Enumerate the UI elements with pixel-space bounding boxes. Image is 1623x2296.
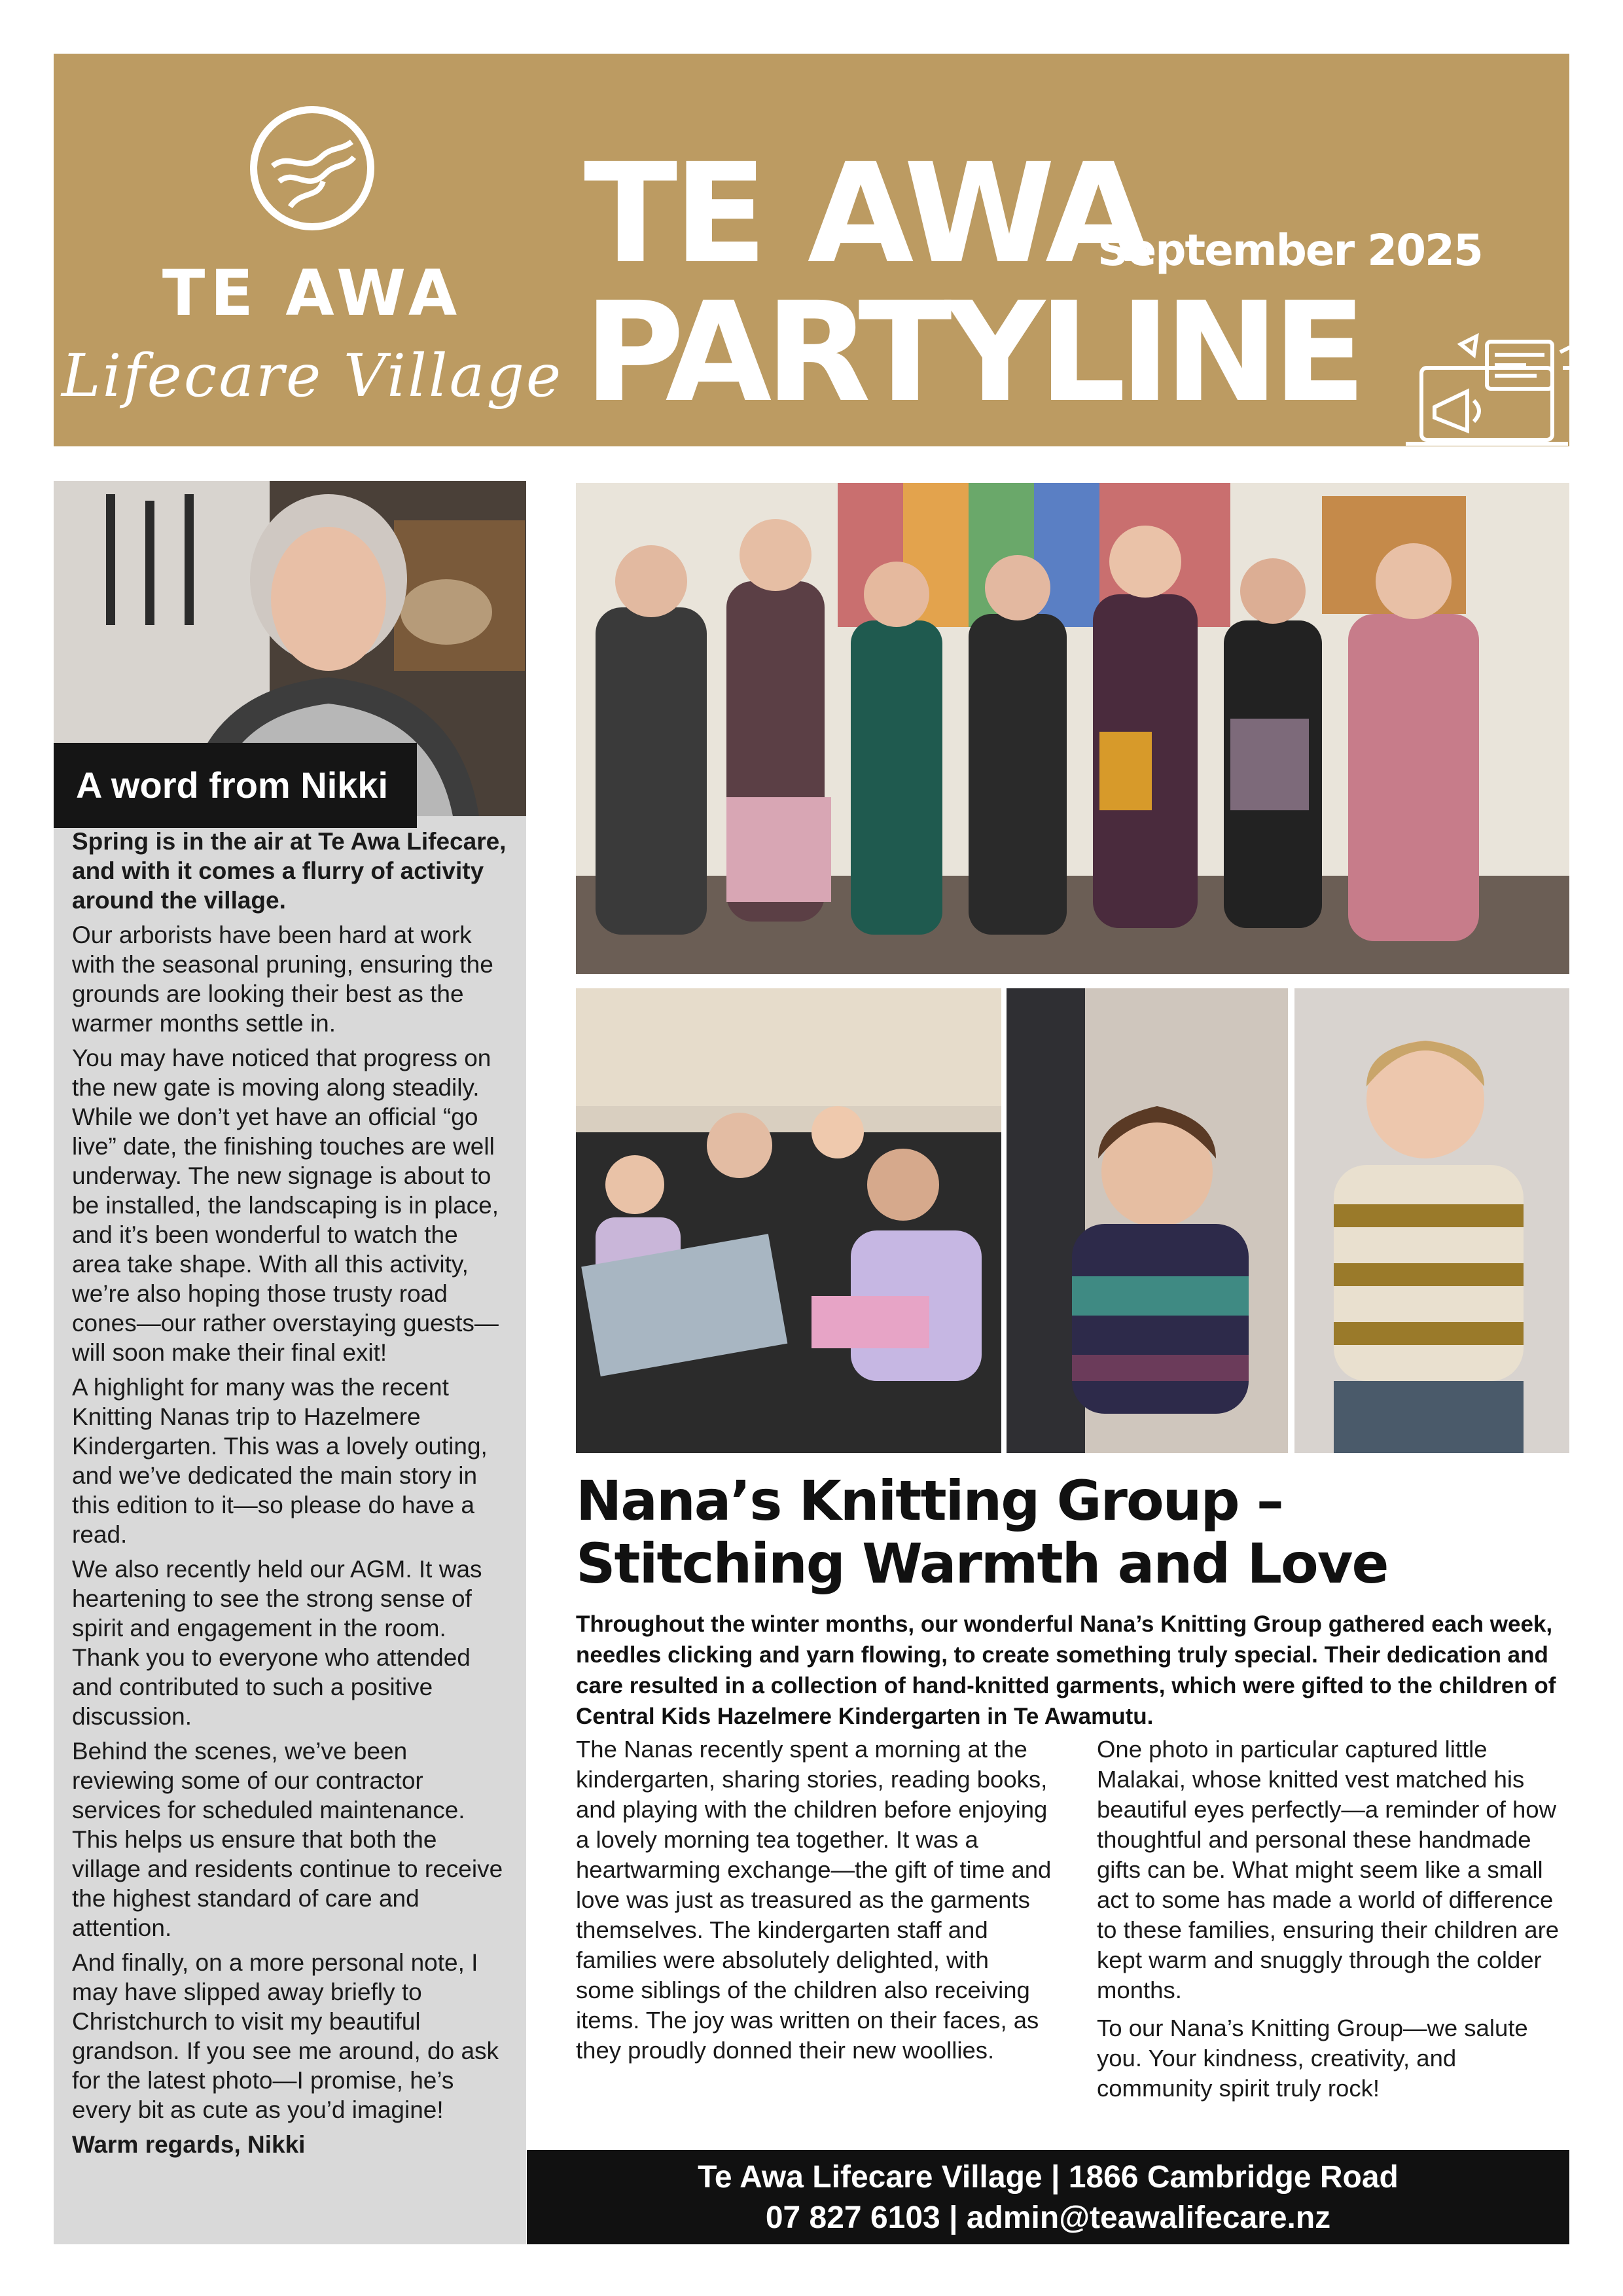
sidebar-paragraph: Our arborists have been hard at work with the seasonal pruning, ensuring the grounds are looking their best as the warmer months settle in. xyxy=(72,922,493,1037)
sidebar-signoff: Warm regards, Nikki xyxy=(72,2131,306,2158)
sidebar-paragraph: And finally, on a more personal note, I may have slipped away briefly to Christchurch to visit my beautiful grandson. If you see me around, do ask for the latest photo—I promise, he’s every bit as cute as you’d imagine! xyxy=(72,1949,499,2123)
article-paragraph: The Nanas recently spent a morning at the kindergarten, sharing stories, reading books, and playing with the children before enjoying a lovely morning tea together. It was a heartwarming exchange—the gift of time and love was just as treasured as the garments themselves. The kindergarten staff and families were absolutely delighted, with some siblings of the children also receiving items. The joy was written on their faces, as they proudly donned their new woollies. xyxy=(576,1736,1052,2064)
article-title-line-1: Nana’s Knitting Group – xyxy=(576,1469,1283,1533)
brand-subtitle: Lifecare Village xyxy=(61,342,563,410)
boy-in-striped-vest-photo xyxy=(1294,988,1569,1453)
brand-name: TE AWA xyxy=(162,257,463,330)
footer-phone-email: 07 827 6103 | admin@teawalifecare.nz xyxy=(765,2200,1331,2235)
sidebar-word-from-nikki xyxy=(54,481,526,2244)
masthead-title-line-2: PARTYLINE xyxy=(584,272,1360,433)
reading-book-photo xyxy=(576,988,1001,1453)
sidebar-paragraph: Behind the scenes, we’ve been reviewing some of our contractor services for scheduled maintenance. This helps us ensure that both the village and residents continue to receive the highest standard of care and attention. xyxy=(72,1738,503,1941)
sidebar-paragraph: You may have noticed that progress on the new gate is moving along steadily. While we don’t yet have an official “go live” date, the finishing touches are well underway. The new signage is about to be installed, the landscaping is in place, and it’s been wonderful to watch the area take shape. With all this activity, we’re also hoping those trusty road cones—our rather overstaying guests—will soon make their final exit! xyxy=(72,1045,499,1366)
sidebar-body xyxy=(72,827,512,2164)
issue-date: September 2025 xyxy=(1097,225,1482,276)
sidebar-intro: Spring is in the air at Te Awa Lifecare, and with it comes a flurry of activity around the village. xyxy=(72,828,507,914)
article-column-1 xyxy=(576,1734,1054,2073)
header-banner xyxy=(54,54,1569,446)
knitting-group-photo xyxy=(576,483,1569,974)
newsletter-laptop-icon xyxy=(1395,329,1578,459)
sidebar-paragraph: We also recently held our AGM. It was heartening to see the strong sense of spirit and engagement in the room. Thank you to everyone who attended and contributed to such a positive discussion. xyxy=(72,1556,482,1730)
article-lead: Throughout the winter months, our wonderful Nana’s Knitting Group gathered each week, needles clicking and yarn flowing, to create something truly special. Their dedication and care resulted in a collection of hand-knitted garments, which were gifted to the children of Central Kids Hazelmere Kindergarten in Te Awamutu. xyxy=(576,1611,1556,1729)
article-title-line-2: Stitching Warmth and Love xyxy=(576,1532,1388,1596)
girl-in-knitted-vest-photo xyxy=(1007,988,1288,1453)
article-title xyxy=(576,1469,1569,1595)
article-column-2 xyxy=(1097,1734,1569,2111)
footer-contact-bar xyxy=(527,2150,1569,2244)
sidebar-paragraph: A highlight for many was the recent Knitting Nanas trip to Hazelmere Kindergarten. This was a lovely outing, and we’ve dedicated the main story in this edition to it—so please do have a read. xyxy=(72,1374,488,1548)
sidebar-heading: A word from Nikki xyxy=(54,743,417,828)
river-circle-icon xyxy=(250,106,374,230)
masthead-title-line-1: TE AWA xyxy=(584,134,1148,294)
footer-address: Te Awa Lifecare Village | 1866 Cambridge Road xyxy=(698,2160,1399,2195)
article-paragraph: One photo in particular captured little Malakai, whose knitted vest matched his beautiful eyes perfectly—a reminder of how thoughtful and personal these handmade gifts can be. What might seem like a small act to some has made a world of difference to these families, ensuring their children are kept warm and snuggly through the colder months. xyxy=(1097,1736,1560,2003)
article-paragraph: To our Nana’s Knitting Group—we salute you. Your kindness, creativity, and community spirit truly rock! xyxy=(1097,2015,1528,2102)
